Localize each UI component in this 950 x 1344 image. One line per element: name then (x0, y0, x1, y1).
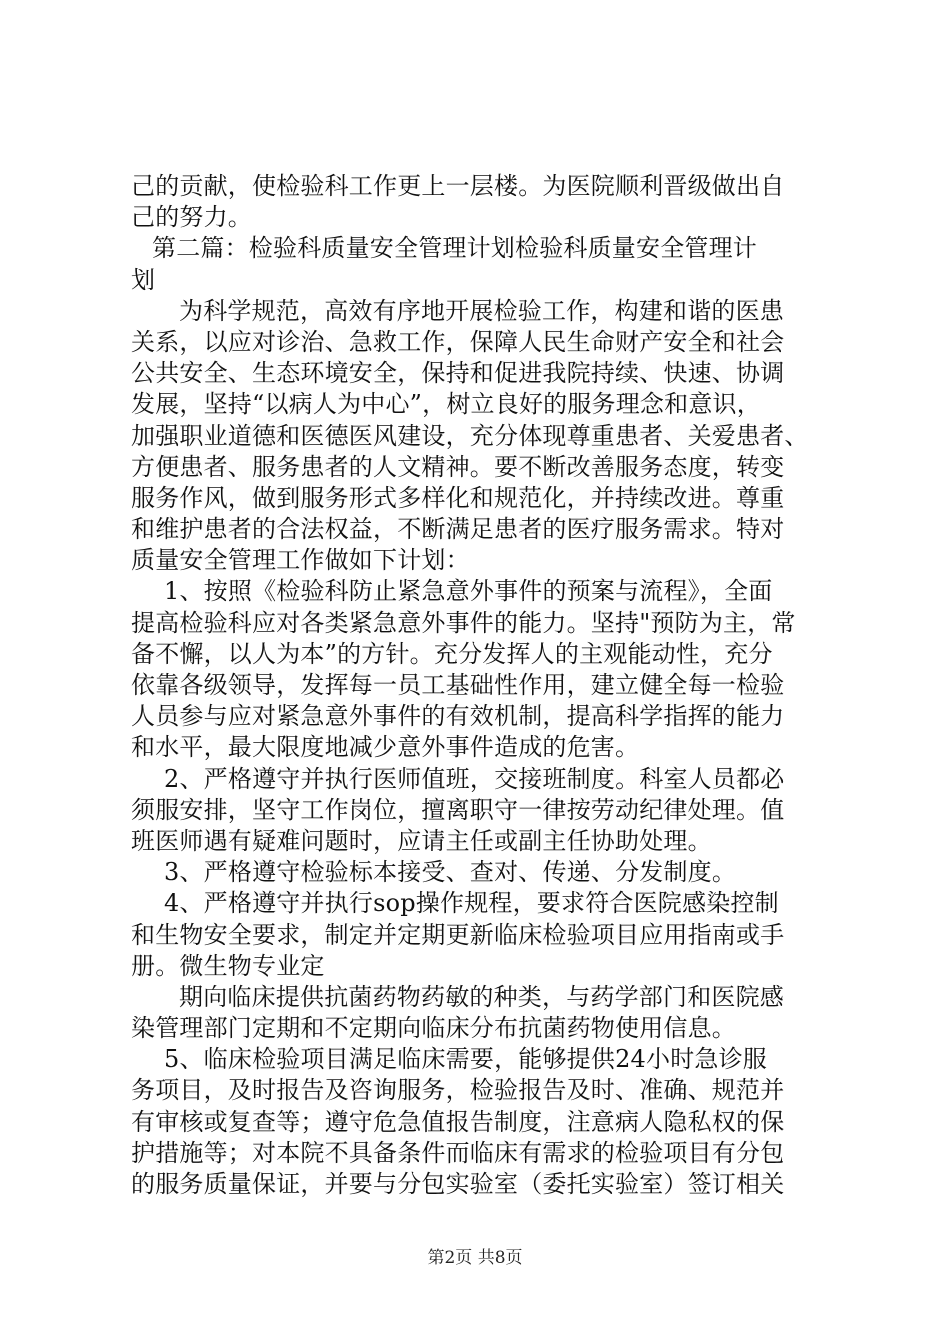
text-line: 护措施等；对本院不具备条件而临床有需求的检验项目有分包 (131, 1138, 785, 1167)
page-footer: 第2页 共8页 (427, 1248, 523, 1268)
list-item-5: 5、临床检验项目满足临床需要，能够提供24小时急诊服 (164, 1045, 768, 1074)
text-line: 人员参与应对紧急意外事件的有效机制，提高科学指挥的能力 (131, 702, 785, 731)
text-line: 为科学规范，高效有序地开展检验工作，构建和谐的医患 (179, 296, 784, 325)
text-line: 期向临床提供抗菌药物药敏的种类，与药学部门和医院感 (179, 982, 784, 1011)
text-line: 加强职业道德和医德医风建设，充分体现尊重患者、关爱患者、 (131, 421, 809, 450)
list-item-1: 1、按照《检验科防止紧急意外事件的预案与流程》，全面 (164, 577, 773, 606)
text-line: 染管理部门定期和不定期向临床分布抗菌药物使用信息。 (131, 1014, 736, 1043)
list-item-3: 3、严格遵守检验标本接受、查对、传递、分发制度。 (164, 858, 737, 887)
text-line: 有审核或复查等；遵守危急值报告制度，注意病人隐私权的保 (131, 1107, 785, 1136)
text-line: 备不懈，以人为本”的方针。充分发挥人的主观能动性，充分 (131, 639, 773, 668)
text-line: 和维护患者的合法权益，不断满足患者的医疗服务需求。特对 (131, 515, 785, 544)
text-line: 和生物安全要求，制定并定期更新临床检验项目应用指南或手 (131, 920, 785, 949)
text-line: 己的贡献，使检验科工作更上一层楼。为医院顺利晋级做出自 (131, 172, 785, 200)
section-heading: 第二篇：检验科质量安全管理计划检验科质量安全管理计 (152, 234, 757, 263)
text-line: 须服安排，坚守工作岗位，擅离职守一律按劳动纪律处理。值 (131, 795, 785, 824)
text-line: 册。微生物专业定 (131, 951, 325, 980)
list-item-2: 2、严格遵守并执行医师值班，交接班制度。科室人员都必 (164, 764, 785, 793)
text-line: 质量安全管理工作做如下计划： (131, 546, 470, 575)
text-line: 务项目，及时报告及咨询服务，检验报告及时、准确、规范并 (131, 1076, 785, 1105)
text-line: 己的努力。 (131, 203, 252, 232)
text-line: 班医师遇有疑难问题时，应请主任或副主任协助处理。 (131, 826, 712, 855)
text-line: 的服务质量保证，并要与分包实验室（委托实验室）签订相关 (131, 1170, 785, 1198)
document-body (131, 171, 821, 1200)
text-line: 服务作风，做到服务形式多样化和规范化，并持续改进。尊重 (131, 483, 785, 512)
text-line: 公共安全、生态环境安全，保持和促进我院持续、快速、协调 (131, 359, 785, 388)
text-line: 发展，坚持“以病人为中心”，树立良好的服务理念和意识， (131, 390, 761, 419)
text-line: 依靠各级领导，发挥每一员工基础性作用，建立健全每一检验 (131, 671, 785, 699)
section-heading-continued: 划 (131, 265, 156, 294)
text-line: 关系，以应对诊治、急救工作，保障人民生命财产安全和社会 (131, 327, 785, 356)
text-line: 方便患者、服务患者的人文精神。要不断改善服务态度，转变 (131, 452, 785, 481)
list-item-4: 4、严格遵守并执行sop操作规程，要求符合医院感染控制 (164, 889, 779, 918)
text-line: 提高检验科应对各类紧急意外事件的能力。坚持"预防为主，常 (131, 608, 796, 637)
text-line: 和水平，最大限度地减少意外事件造成的危害。 (131, 733, 640, 762)
